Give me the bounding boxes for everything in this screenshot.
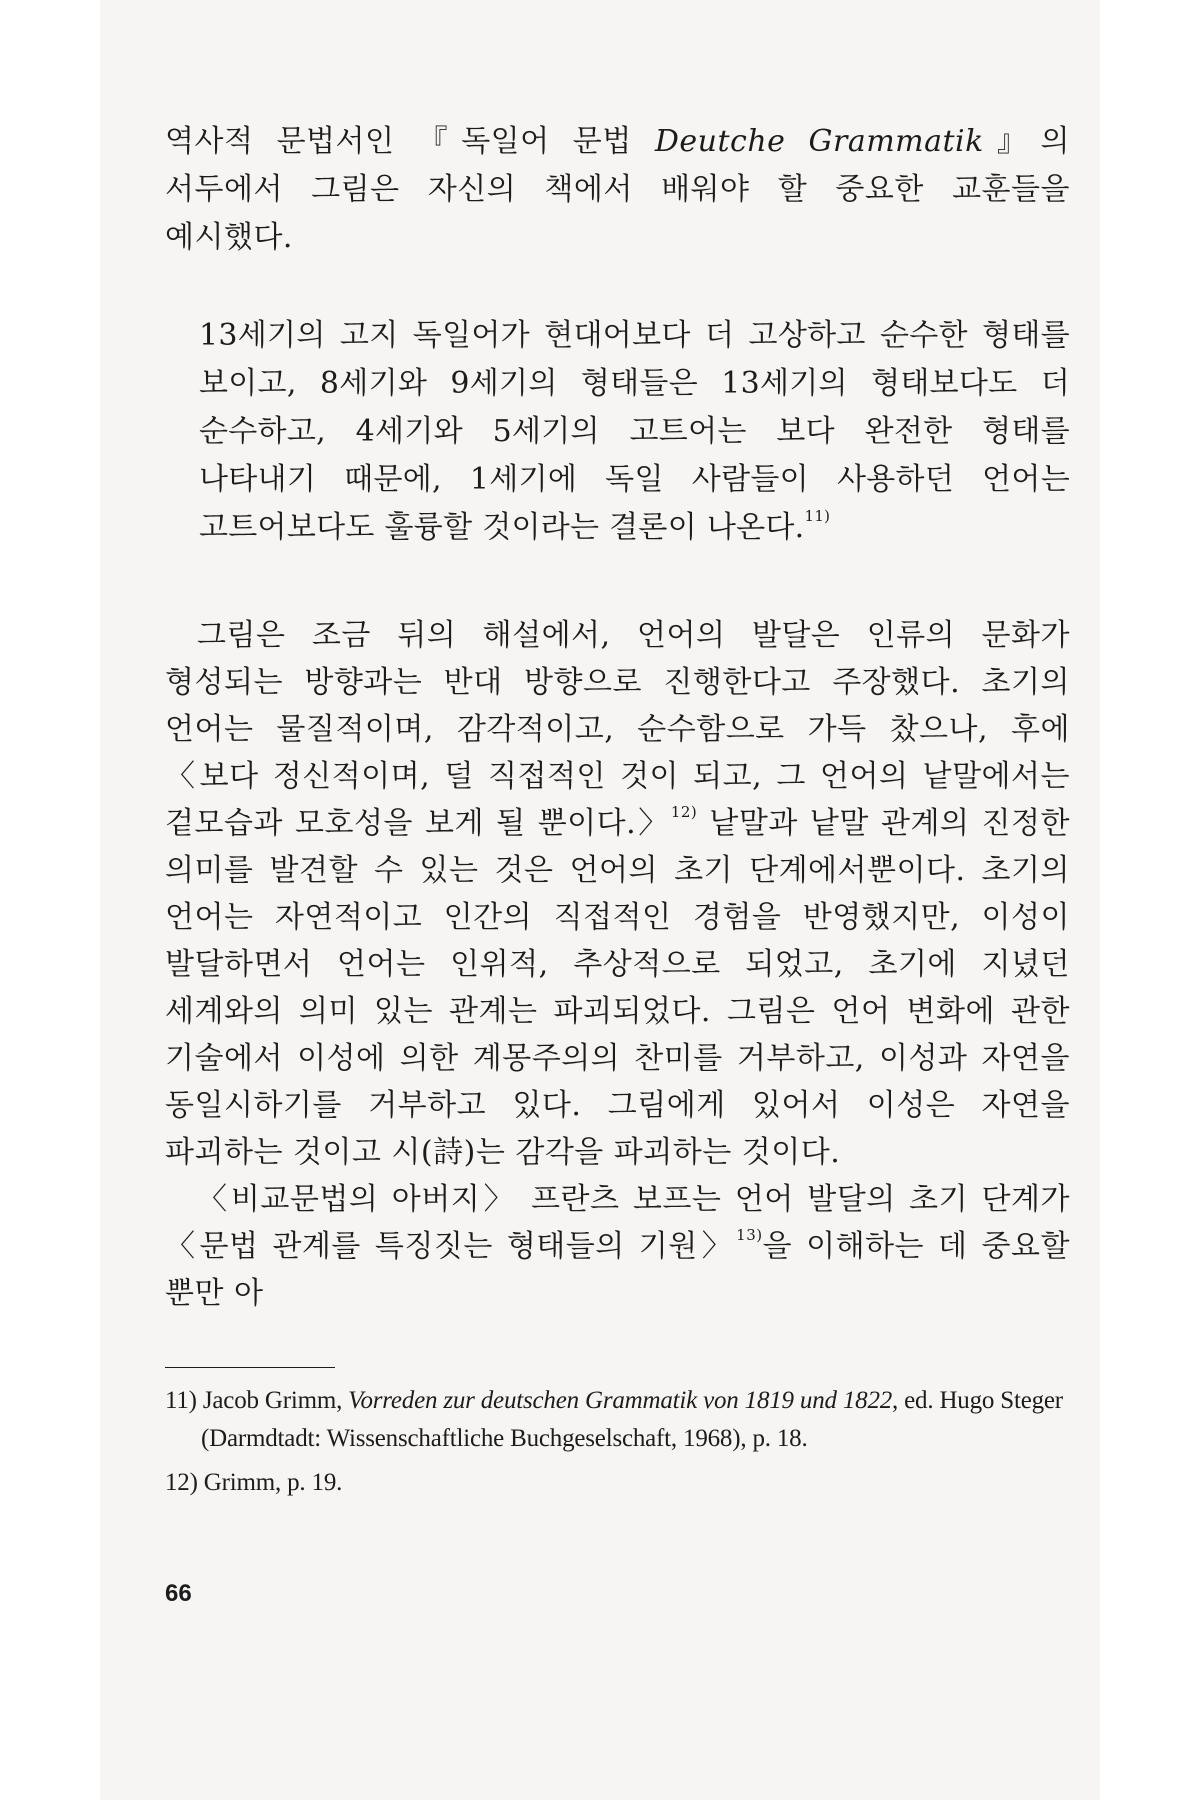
body2-text-end: 을 이해하는 데 중요할 뿐만 아 (165, 1229, 1070, 1311)
intro-text-start: 역사적 문법서인 『독일어 문법 (165, 124, 655, 159)
footnote-title: Vorreden zur deutschen Grammatik von 1819 und 1822 (348, 1387, 893, 1414)
body2-text-start: 〈비교문법의 아버지〉 프란츠 보프는 언어 발달의 초기 단계가 〈문법 관계를 특징짓는 형태들의 기원〉 (165, 1182, 1070, 1264)
page-number: 66 (165, 1580, 192, 1607)
footnote-ref-12: 12) (670, 803, 698, 821)
body1-text-start: 그림은 조금 뒤의 해설에서, 언어의 발달은 인류의 문화가 형성되는 방향과는 반대 방향으로 진행한다고 주장했다. 초기의 언어는 물질적이며, 감각적이고, 순수함으로 가득 찼으나, 후에 〈보다 정신적이며, 덜 직접적인 것이 되고, 그 언어의 낱말에서는 겉모습과 모호성을 보게 될 뿐이다.〉 (165, 618, 1070, 841)
page-body (165, 118, 1070, 1508)
block-quote (199, 312, 1070, 552)
intro-paragraph (165, 118, 1070, 262)
footnote-number: 12) (165, 1469, 198, 1496)
body-paragraph-1 (165, 612, 1070, 1176)
body-paragraph-2 (165, 1176, 1070, 1317)
footnote-number: 11) (165, 1387, 197, 1414)
footnote-text: Grimm, p. 19. (203, 1469, 343, 1496)
quote-text: 13세기의 고지 독일어가 현대어보다 더 고상하고 순수한 형태를 보이고, 8세기와 9세기의 형태들은 13세기의 형태보다도 더 순수하고, 4세기와 5세기의 고트어는 보다 완전한 형태를 나타내기 때문에, 1세기에 독일 사람들이 사용하던 언어는 고트어보다도 훌륭할 것이라는 결론이 나온다. (199, 318, 1070, 545)
body1-text-end: 낱말과 낱말 관계의 진정한 의미를 발견할 수 있는 것은 언어의 초기 단계에서뿐이다. 초기의 언어는 자연적이고 인간의 직접적인 경험을 반영했지만, 이성이 발달하면서 언어는 인위적, 추상적으로 되었고, 초기에 지녔던 세계와의 의미 있는 관계는 파괴되었다. 그림은 언어 변화에 관한 기술에서 이성에 의한 계몽주의의 찬미를 거부하고, 이성과 자연을 동일시하기를 거부하고 있다. 그림에게 있어서 이성은 자연을 파괴하는 것이고 시(詩)는 감각을 파괴하는 것이다. (165, 806, 1070, 1170)
footnote-divider (165, 1367, 335, 1368)
footnote-text-end: , ed. Hugo Steger (Darmdtadt: Wissenschaftliche Buchgeselschaft, 1968), p. 18. (201, 1387, 1063, 1452)
intro-text-end: 』의 서두에서 그림은 자신의 책에서 배워야 할 중요한 교훈들을 예시했다. (165, 124, 1070, 255)
footnote-ref-11: 11) (804, 507, 831, 525)
footnote-11 (165, 1382, 1070, 1458)
book-title: Deutche Grammatik (654, 124, 984, 159)
footnote-ref-13: 13) (736, 1226, 763, 1244)
footnote-text: Jacob Grimm, (202, 1387, 349, 1414)
footnote-12 (165, 1464, 1070, 1502)
